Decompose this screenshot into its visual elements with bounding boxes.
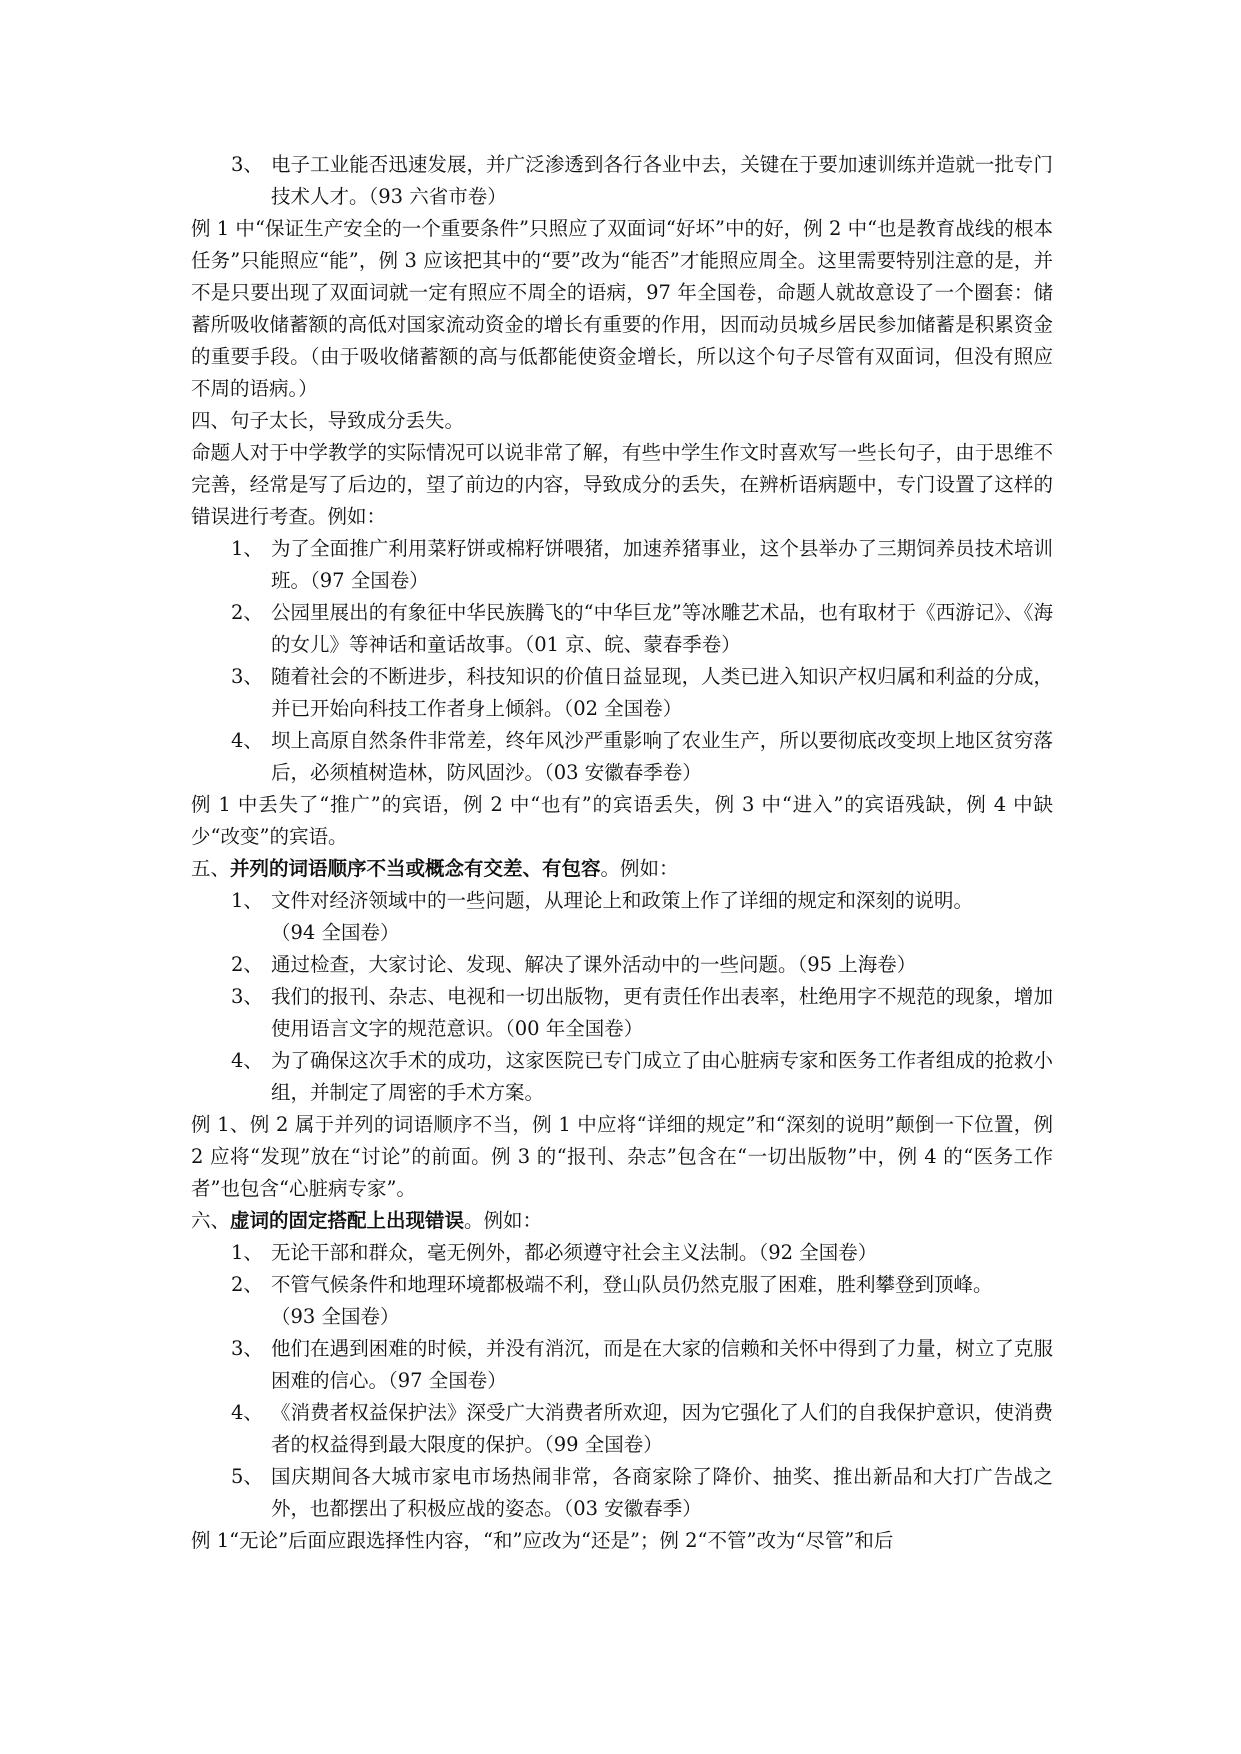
item-text: 无论干部和群众，毫无例外，都必须遵守社会主义法制。（92 全国卷） xyxy=(271,1241,878,1264)
item-text: 公园里展出的有象征中华民族腾飞的“中华巨龙”等冰雕艺术品，也有取材于《西游记》、《海的女儿》等神话和童话故事。（01 京、皖、蒙春季卷） xyxy=(271,601,1053,656)
paragraph-explanation-4: 例 1 中丢失了“推广”的宾语，例 2 中“也有”的宾语丢失，例 3 中“进入”的宾语残缺，例 4 中缺少“改变”的宾语。 xyxy=(191,793,1053,848)
item-text: 国庆期间各大城市家电市场热闹非常，各商家除了降价、抽奖、推出新品和大打广告战之外，也都摆出了积极应战的姿态。（03 安徽春季） xyxy=(271,1465,1053,1520)
item-text: 随着社会的不断进步，科技知识的价值日益显现，人类已进入知识产权归属和利益的分成，并已开始向科技工作者身上倾斜。（02 全国卷） xyxy=(271,665,1053,720)
item-text: 不管气候条件和地理环境都极端不利，登山队员仍然克服了困难，胜利攀登到顶峰。 xyxy=(271,1273,993,1296)
section-heading-4: 四、句子太长，导致成分丢失。 xyxy=(191,409,465,432)
item-text: 文件对经济领域中的一些问题，从理论上和政策上作了详细的规定和深刻的说明。 xyxy=(271,889,974,912)
item-number: 1、 xyxy=(231,537,263,560)
paragraph-explanation-5: 例 1、例 2 属于并列的词语顺序不当，例 1 中应将“详细的规定”和“深刻的说明”颠倒一下位置，例 2 应将“发现”放在“讨论”的前面。例 3 的“报刊、杂志”包含在“一切出版物”中，例 4 的“医务工作者”也包含“心脏病专家”。 xyxy=(191,1113,1053,1200)
heading-prefix: 六、 xyxy=(191,1209,231,1232)
section-4-examples xyxy=(191,533,1053,789)
heading-suffix: 。例如： xyxy=(464,1209,543,1232)
item-text: 为了确保这次手术的成功，这家医院已专门成立了由心脏病专家和医务工作者组成的抢救小组，并制定了周密的手术方案。 xyxy=(271,1049,1053,1104)
list-item xyxy=(191,661,1053,725)
item-number: 3、 xyxy=(231,1337,263,1360)
section-5-examples xyxy=(191,885,1053,1109)
item-source: （93 全国卷） xyxy=(271,1305,400,1328)
list-item xyxy=(191,949,1053,981)
item-text: 坝上高原自然条件非常差，终年风沙严重影响了农业生产，所以要彻底改变坝上地区贫穷落后，必须植树造林，防风固沙。（03 安徽春季卷） xyxy=(271,729,1053,784)
item-text: 他们在遇到困难的时候，并没有消沉，而是在大家的信赖和关怀中得到了力量，树立了克服困难的信心。（97 全国卷） xyxy=(271,1337,1053,1392)
heading-suffix: 。例如： xyxy=(600,857,679,880)
heading-prefix: 五、 xyxy=(191,857,231,880)
item-text: 电子工业能否迅速发展，并广泛渗透到各行各业中去，关键在于要加速训练并造就一批专门技术人才。（93 六省市卷） xyxy=(271,153,1053,208)
list-item xyxy=(191,1045,1053,1109)
list-item xyxy=(191,1269,1053,1333)
section-heading-5 xyxy=(191,853,1053,885)
item-number: 2、 xyxy=(231,1273,263,1296)
item-number: 1、 xyxy=(231,1241,263,1264)
item-number: 1、 xyxy=(231,889,263,912)
item-number: 3、 xyxy=(231,665,263,688)
item-text: 《消费者权益保护法》深受广大消费者所欢迎，因为它强化了人们的自我保护意识，使消费者的权益得到最大限度的保护。（99 全国卷） xyxy=(271,1401,1053,1456)
item-source: （94 全国卷） xyxy=(271,921,400,944)
item-number: 4、 xyxy=(231,1401,263,1424)
list-item xyxy=(191,1397,1053,1461)
heading-bold-text: 虚词的固定搭配上出现错误 xyxy=(230,1209,465,1232)
paragraph-explanation-1: 例 1 中“保证生产安全的一个重要条件”只照应了双面词“好坏”中的好，例 2 中“也是教育战线的根本任务”只能照应“能”，例 3 应该把其中的“要”改为“能否”才能照应周全。这里需要特别注意的是，并不是只要出现了双面词就一定有照应不周全的语病，97 年全国卷，命题人就故意设了一个圈套：储蓄所吸收储蓄额的高低对国家流动资金的增长有重要的作用，因而动员城乡居民参加储蓄是积累资金的重要手段。（由于吸收储蓄额的高与低都能使资金增长，所以这个句子尽管有双面词，但没有照应不周的语病。） xyxy=(191,217,1053,400)
list-item xyxy=(191,597,1053,661)
list-item xyxy=(191,981,1053,1045)
item-text: 我们的报刊、杂志、电视和一切出版物，更有责任作出表率，杜绝用字不规范的现象，增加使用语言文字的规范意识。（00 年全国卷） xyxy=(271,985,1053,1040)
list-item xyxy=(191,885,1053,949)
list-item xyxy=(191,1461,1053,1525)
item-text: 为了全面推广利用菜籽饼或棉籽饼喂猪，加速养猪事业，这个县举办了三期饲养员技术培训班。（97 全国卷） xyxy=(271,537,1053,592)
list-item xyxy=(191,533,1053,597)
section-6-examples xyxy=(191,1237,1053,1525)
item-number: 4、 xyxy=(231,1049,263,1072)
paragraph-explanation-6: 例 1“无论”后面应跟选择性内容，“和”应改为“还是”；例 2“不管”改为“尽管”和后 xyxy=(191,1529,894,1552)
list-item xyxy=(191,725,1053,789)
item-number: 3、 xyxy=(231,985,263,1008)
item-number: 2、 xyxy=(231,601,263,624)
list-item xyxy=(191,1237,1053,1269)
heading-bold-text: 并列的词语顺序不当或概念有交差、有包容 xyxy=(230,857,601,880)
item-number: 4、 xyxy=(231,729,263,752)
item-text: 通过检查，大家讨论、发现、解决了课外活动中的一些问题。（95 上海卷） xyxy=(271,953,917,976)
item-number: 5、 xyxy=(231,1465,263,1488)
list-item xyxy=(191,1333,1053,1397)
item-number: 2、 xyxy=(231,953,263,976)
item-number: 3、 xyxy=(231,153,263,176)
list-item xyxy=(191,149,1053,213)
section-heading-6 xyxy=(191,1205,1053,1237)
paragraph-section-4-intro: 命题人对于中学教学的实际情况可以说非常了解，有些中学生作文时喜欢写一些长句子，由于思维不完善，经常是写了后边的，望了前边的内容，导致成分的丢失，在辨析语病题中，专门设置了这样的错误进行考查。例如： xyxy=(191,441,1053,528)
document-body xyxy=(191,149,1053,1557)
